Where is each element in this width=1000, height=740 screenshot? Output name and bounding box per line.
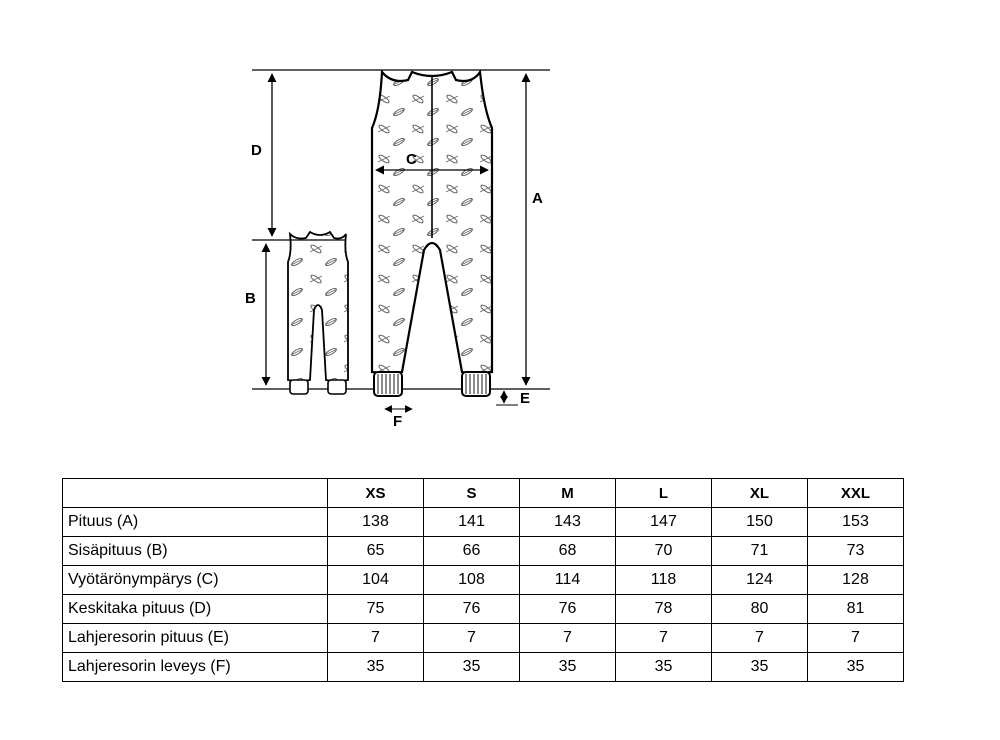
- table-cell: 71: [712, 537, 808, 566]
- table-cell: 7: [424, 624, 520, 653]
- table-header-s: S: [424, 479, 520, 508]
- label-c: C: [406, 151, 417, 168]
- row-label: Keskitaka pituus (D): [63, 595, 328, 624]
- table-cell: 76: [424, 595, 520, 624]
- table-cell: 7: [808, 624, 904, 653]
- table-cell: 108: [424, 566, 520, 595]
- table-cell: 35: [712, 653, 808, 682]
- row-label: Vyötärönympärys (C): [63, 566, 328, 595]
- table-cell: 35: [520, 653, 616, 682]
- table-header-l: L: [616, 479, 712, 508]
- label-f: F: [393, 413, 403, 430]
- large-overall-figure: [372, 72, 492, 396]
- table-header-xl: XL: [712, 479, 808, 508]
- table-cell: 7: [328, 624, 424, 653]
- table-cell: 143: [520, 508, 616, 537]
- table-header-xs: XS: [328, 479, 424, 508]
- label-b: B: [245, 290, 256, 307]
- table-cell: 65: [328, 537, 424, 566]
- table-cell: 78: [616, 595, 712, 624]
- table-cell: 66: [424, 537, 520, 566]
- table-row: [63, 653, 904, 682]
- table-cell: 141: [424, 508, 520, 537]
- table-cell: 7: [712, 624, 808, 653]
- table-header-blank: [63, 479, 328, 508]
- table-cell: 128: [808, 566, 904, 595]
- table-cell: 124: [712, 566, 808, 595]
- table-row: [63, 508, 904, 537]
- table-cell: 75: [328, 595, 424, 624]
- table-cell: 70: [616, 537, 712, 566]
- size-table: [62, 478, 904, 682]
- table-cell: 138: [328, 508, 424, 537]
- table-cell: 35: [616, 653, 712, 682]
- table-cell: 81: [808, 595, 904, 624]
- table-cell: 73: [808, 537, 904, 566]
- row-label: Lahjeresorin pituus (E): [63, 624, 328, 653]
- table-cell: 114: [520, 566, 616, 595]
- table-row: [63, 595, 904, 624]
- row-label: Pituus (A): [63, 508, 328, 537]
- table-cell: 153: [808, 508, 904, 537]
- table-cell: 35: [424, 653, 520, 682]
- label-a: A: [532, 190, 543, 207]
- row-label: Lahjeresorin leveys (F): [63, 653, 328, 682]
- table-row: [63, 537, 904, 566]
- table-cell: 35: [808, 653, 904, 682]
- table-cell: 7: [616, 624, 712, 653]
- table-cell: 150: [712, 508, 808, 537]
- table-cell: 76: [520, 595, 616, 624]
- table-row: [63, 566, 904, 595]
- table-header-xxl: XXL: [808, 479, 904, 508]
- table-header-row: [63, 479, 904, 508]
- table-row: [63, 624, 904, 653]
- table-cell: 80: [712, 595, 808, 624]
- label-e: E: [520, 390, 531, 407]
- table-header-m: M: [520, 479, 616, 508]
- row-label: Sisäpituus (B): [63, 537, 328, 566]
- table-cell: 35: [328, 653, 424, 682]
- table-cell: 104: [328, 566, 424, 595]
- table-cell: 147: [616, 508, 712, 537]
- label-d: D: [251, 142, 262, 159]
- table-cell: 68: [520, 537, 616, 566]
- table-cell: 7: [520, 624, 616, 653]
- small-overall-figure: [288, 232, 348, 394]
- table-cell: 118: [616, 566, 712, 595]
